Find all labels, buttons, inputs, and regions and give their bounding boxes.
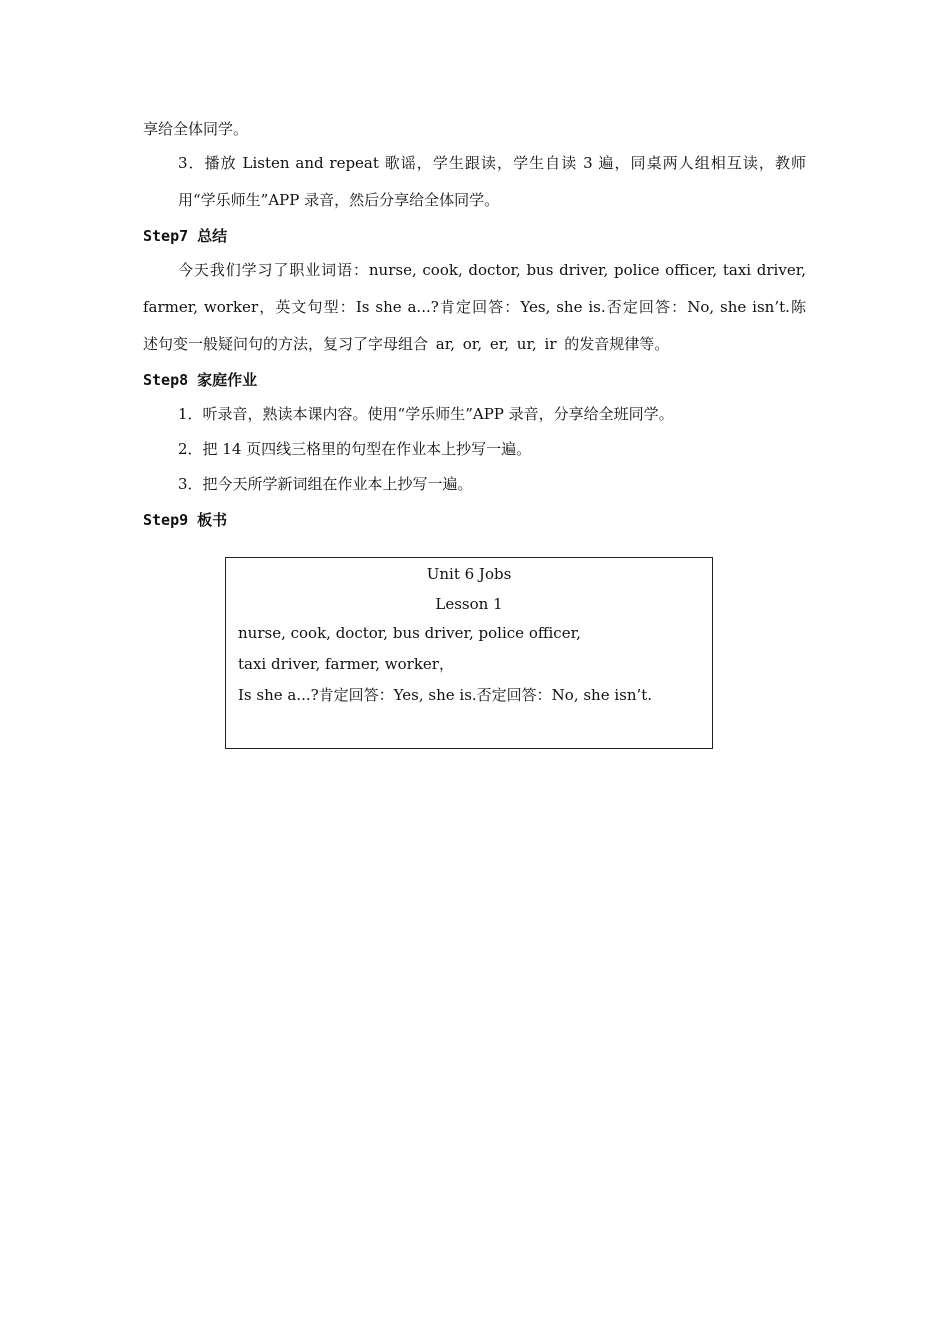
- step8-item-3: 3．把今天所学新词组在作业本上抄写一遍。: [178, 475, 473, 493]
- board-words-line2: taxi driver, farmer, worker，: [238, 655, 454, 673]
- step7-line1: 今天我们学习了职业词语：nurse, cook, doctor, bus driver, police officer, taxi driver,: [178, 261, 806, 279]
- board-sentence: Is she a...?肯定回答：Yes, she is.否定回答：No, she isn’t.: [238, 686, 653, 704]
- continuation-text: 享给全体同学。: [143, 120, 249, 138]
- step7-line2: farmer, worker，英文句型：Is she a...?肯定回答：Yes, she is.否定回答：No, she isn’t.陈: [143, 298, 806, 316]
- step7-heading: Step7 总结: [143, 227, 228, 245]
- step8-item-1: 1．听录音，熟读本课内容。使用“学乐师生”APP 录音，分享给全班同学。: [178, 405, 674, 423]
- step6-item3-line1: 3．播放 Listen and repeat 歌谣，学生跟读，学生自读 3 遍，同桌两人组相互读，教师: [178, 154, 806, 172]
- step9-heading: Step9 板书: [143, 511, 228, 529]
- step8-heading: Step8 家庭作业: [143, 371, 258, 389]
- step8-item-2: 2．把 14 页四线三格里的句型在作业本上抄写一遍。: [178, 440, 532, 458]
- board-words-line1: nurse, cook, doctor, bus driver, police officer,: [238, 624, 581, 642]
- step7-line3: 述句变一般疑问句的方法，复习了字母组合 ar, or, er, ur, ir 的发音规律等。: [143, 335, 670, 353]
- blackboard-summary-box: [225, 557, 713, 749]
- board-title: Unit 6 Jobs: [426, 565, 512, 583]
- board-lesson: Lesson 1: [435, 595, 503, 613]
- step6-item3-line2: 用“学乐师生”APP 录音，然后分享给全体同学。: [178, 191, 500, 209]
